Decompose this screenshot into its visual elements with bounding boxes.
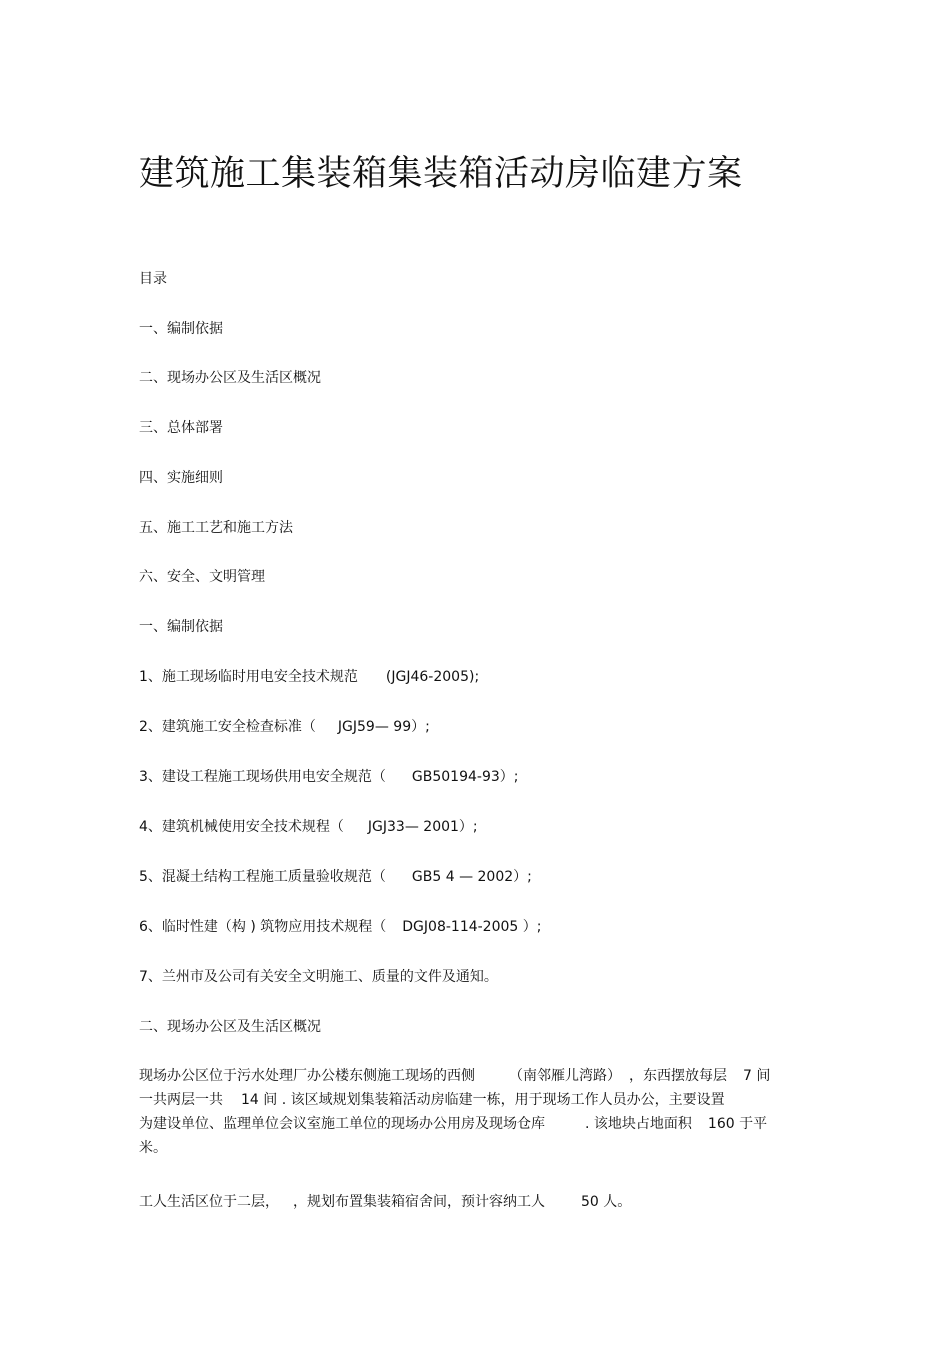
paragraph-line [139,1064,814,1088]
reference-code: JGJ59— 99）; [337,719,430,735]
reference-item [139,768,518,786]
reference-code: (JGJ46-2005); [385,669,480,685]
reference-text: 7、兰州市及公司有关安全文明施工、质量的文件及通知。 [139,969,498,985]
reference-code: GB5 4 — 2002）; [411,869,532,885]
toc-item-4: 四、实施细则 [139,470,223,486]
reference-text: 5、混凝土结构工程施工质量验收规范（ [139,869,386,885]
dormitory-paragraph [139,1193,631,1211]
reference-text: 3、建设工程施工现场供用电安全规范（ [139,769,386,785]
text-span: 50 人。 [581,1194,632,1210]
overview-paragraph [139,1064,814,1160]
reference-text: 4、建筑机械使用安全技术规程（ [139,819,344,835]
text-span: 米。 [139,1140,167,1156]
reference-text: 1、施工现场临时用电安全技术规范 [139,669,358,685]
text-span: 160 于平 [707,1116,768,1132]
reference-item [139,968,498,986]
text-span: ，东西摆放每层 [629,1068,727,1084]
text-span: . 该地块占地面积 [585,1116,692,1132]
reference-text: 2、建筑施工安全检查标准（ [139,719,316,735]
text-span: 14 间 . 该区域规划集装箱活动房临建一栋，用于现场工作人员办公，主要设置 [241,1092,725,1108]
toc-item-2: 二、现场办公区及生活区概况 [139,370,321,386]
reference-code: DGJ08-114-2005 ）; [402,919,542,935]
text-span: （南邻雁儿湾路） [509,1068,621,1084]
reference-item [139,718,430,736]
text-span: 为建设单位、监理单位会议室施工单位的现场办公用房及现场仓库 [139,1116,545,1132]
text-span: 工人生活区位于二层， [139,1194,279,1210]
reference-item [139,818,478,836]
paragraph-line [139,1136,814,1160]
text-span: ，规划布置集装箱宿舍间，预计容纳工人 [293,1194,545,1210]
toc-item-5: 五、施工工艺和施工方法 [139,520,293,536]
section2-heading: 二、现场办公区及生活区概况 [139,1019,321,1035]
toc-item-3: 三、总体部署 [139,420,223,436]
reference-code: JGJ33— 2001）; [367,819,478,835]
text-span: 现场办公区位于污水处理厂办公楼东侧施工现场的西侧 [139,1068,475,1084]
reference-text: 6、临时性建（构 ) 筑物应用技术规程（ [139,919,387,935]
toc-heading: 目录 [139,271,167,287]
reference-item [139,868,532,886]
toc-item-6: 六、安全、文明管理 [139,569,265,585]
section1-heading: 一、编制依据 [139,619,223,635]
paragraph-line [139,1088,814,1112]
text-span: 一共两层一共 [139,1092,223,1108]
toc-item-1: 一、编制依据 [139,321,223,337]
reference-item [139,918,541,936]
document-title: 建筑施工集装箱集装箱活动房临建方案 [139,154,743,194]
reference-code: GB50194-93）; [411,769,519,785]
text-span: 7 间 [743,1068,771,1084]
paragraph-line [139,1112,814,1136]
reference-item [139,668,479,686]
